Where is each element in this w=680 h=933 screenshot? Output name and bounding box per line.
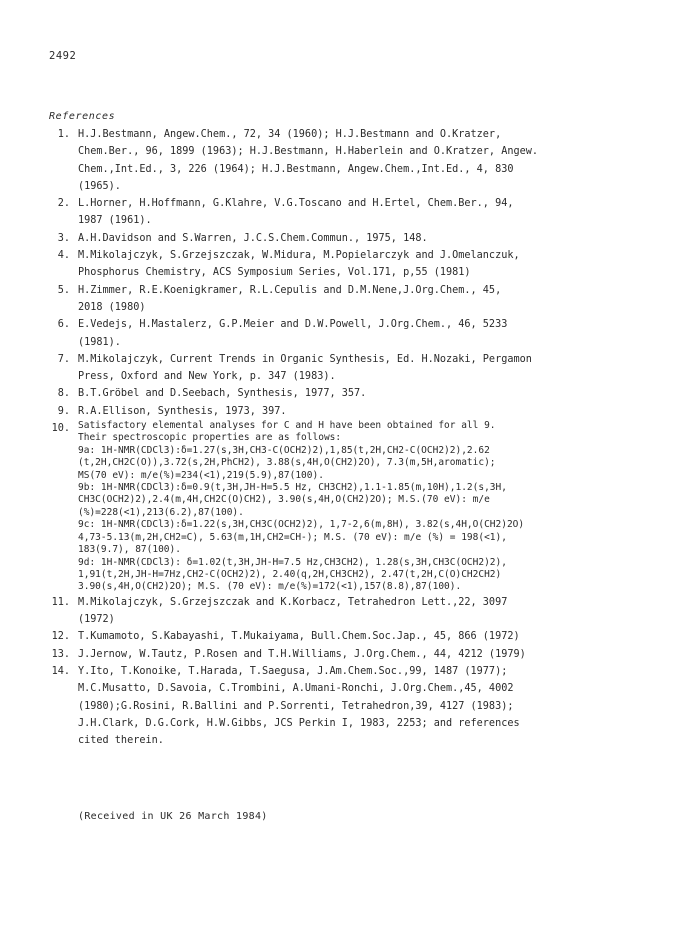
reference-number: 1. <box>57 129 70 140</box>
reference-number: 9. <box>57 405 70 417</box>
reference-number: 10. <box>51 423 70 435</box>
reference-item <box>46 385 656 402</box>
reference-text: L.Horner, H.Hoffmann, G.Klahre, V.G.Toscano and H.Ertel, Chem.Ber., 94, 1987 (1961). <box>78 198 514 227</box>
reference-number: 11. <box>51 596 70 608</box>
reference-item <box>46 282 656 317</box>
reference-text: B.T.Gröbel and D.Seebach, Synthesis, 1977, 357. <box>78 388 367 400</box>
reference-number: 6. <box>57 319 70 331</box>
reference-number: 3. <box>57 232 70 244</box>
reference-item <box>46 628 656 645</box>
reference-text: E.Vedejs, H.Mastalerz, G.P.Meier and D.W.Powell, J.Org.Chem., 46, 5233 (1981). <box>78 319 508 348</box>
reference-text: M.Mikolajczyk, S.Grzejszczak, W.Midura, M.Popielarczyk and J.Omelanczuk, Phosphorus Chemistry, ACS Symposium Series, Vol.171, p,55 (1981) <box>78 250 520 279</box>
reference-number: 14. <box>51 665 70 677</box>
reference-text: H.Zimmer, R.E.Koenigkramer, R.L.Cepulis and D.M.Nene,J.Org.Chem., 45, 2018 (1980) <box>78 284 502 313</box>
reference-item <box>46 646 656 663</box>
reference-item <box>46 594 656 629</box>
reference-item <box>46 403 656 420</box>
reference-number: 8. <box>57 388 70 400</box>
reference-text: J.Jernow, W.Tautz, P.Rosen and T.H.Williams, J.Org.Chem., 44, 4212 (1979) <box>78 648 526 660</box>
page-number: 2492 <box>49 50 77 62</box>
reference-number: 5. <box>57 284 70 296</box>
reference-number: 2. <box>57 198 70 210</box>
reference-text: M.Mikolajczyk, Current Trends in Organic Synthesis, Ed. H.Nozaki, Pergamon Press, Oxford and New York, p. 347 (1983). <box>78 353 532 383</box>
reference-item <box>46 247 656 282</box>
reference-number: 13. <box>51 648 70 660</box>
reference-item <box>46 663 656 749</box>
reference-text: Y.Ito, T.Konoike, T.Harada, T.Saegusa, J.Am.Chem.Soc.,99, 1487 (1977); M.C.Musatto, D.Savoia, C.Trombini, A.Umani-Ronchi, J.Org.Chem.,45, 4002 (1980);G.Rosini, R.Ballini and P.Sorrenti, Tetrahedron,39, 4127 (1983); J.H.Clark, D.G.Cork, H.W.Gibbs, JCS Perkin I, 1983, 2253; and references cited therein. <box>78 665 520 747</box>
reference-text: T.Kumamoto, S.Kabayashi, T.Mukaiyama, Bull.Chem.Soc.Jap., 45, 866 (1972) <box>78 631 520 643</box>
reference-item <box>46 351 656 386</box>
reference-item <box>46 126 656 195</box>
reference-number: 4. <box>57 250 70 262</box>
reference-text: A.H.Davidson and S.Warren, J.C.S.Chem.Commun., 1975, 148. <box>78 232 428 244</box>
reference-item <box>46 195 656 230</box>
reference-text: R.A.Ellison, Synthesis, 1973, 397. <box>78 405 287 417</box>
references-heading: References <box>49 111 116 122</box>
reference-number: 12. <box>51 631 70 643</box>
reference-text: H.J.Bestmann, Angew.Chem., 72, 34 (1960); H.J.Bestmann and O.Kratzer, Chem.Ber., 96, 1899 (1963); H.J.Bestmann, H.Haberlein and O.Kratzer, Angew. Chem.,Int.Ed., 3, 226 (1964); H.J.Bestmann, Angew.Chem.,Int.Ed., 4, 830 (1965). <box>78 129 539 192</box>
reference-item-spectra <box>46 420 656 594</box>
reference-intro: Satisfactory elemental analyses for C and H have been obtained for all 9. Their spectroscopic properties are as follows: <box>78 420 496 444</box>
spectral-data-text: 9a: 1H-NMR(CDCl3):δ=1.27(s,3H,CH3-C(OCH2)2),1,85(t,2H,CH2-C(OCH2)2),2.62 (t,2H,CH2C(O)),3.72(s,2H,PhCH2), 3.88(s,4H,O(CH2)2O), 7.3(m,5H,aromatic); MS(70 eV): m/e(%)=234(<1),219(5.9),87(100). 9b: 1H-NMR(CDCl3):δ=0.9(t,3H,JH-H=5.5 Hz, CH3CH2),1.1-1.85(m,10H),1.2(s,3H, CH3C(OCH2)2),2.4(m,4H,CH2C(O)CH2), 3.90(s,4H,O(CH2)2O); M.S.(70 eV): m/e (%)=228(<1),213(6.2),87(100). 9c: 1H-NMR(CDCl3):δ=1.22(s,3H,CH3C(OCH2)2), 1,7-2,6(m,8H), 3.82(s,4H,O(CH2)2O) 4,73-5.13(m,2H,CH2=C), 5.63(m,1H,CH2=CH-); M.S. (70 eV): m/e (%) = 198(<1), 183(9.7), 87(100). 9d: 1H-NMR(CDCl3): δ=1.02(t,3H,JH-H=7.5 Hz,CH3CH2), 1.28(s,3H,CH3C(OCH2)2), 1,91(t,2H,JH-H=7Hz,CH2-C(OCH2)2), 2.40(q,2H,CH3CH2), 2.47(t,2H,C(O)CH2CH2) 3.90(s,4H,O(CH2)2O); M.S. (70 eV): m/e(%)=172(<1),157(8.8),87(100). <box>78 444 525 593</box>
reference-item <box>46 316 656 351</box>
reference-list <box>46 126 656 749</box>
received-date: (Received in UK 26 March 1984) <box>78 811 268 822</box>
reference-number: 7. <box>57 353 70 365</box>
reference-item <box>46 230 656 247</box>
reference-text: M.Mikolajczyk, S.Grzejszczak and K.Korbacz, Tetrahedron Lett.,22, 3097 (1972) <box>78 596 508 626</box>
